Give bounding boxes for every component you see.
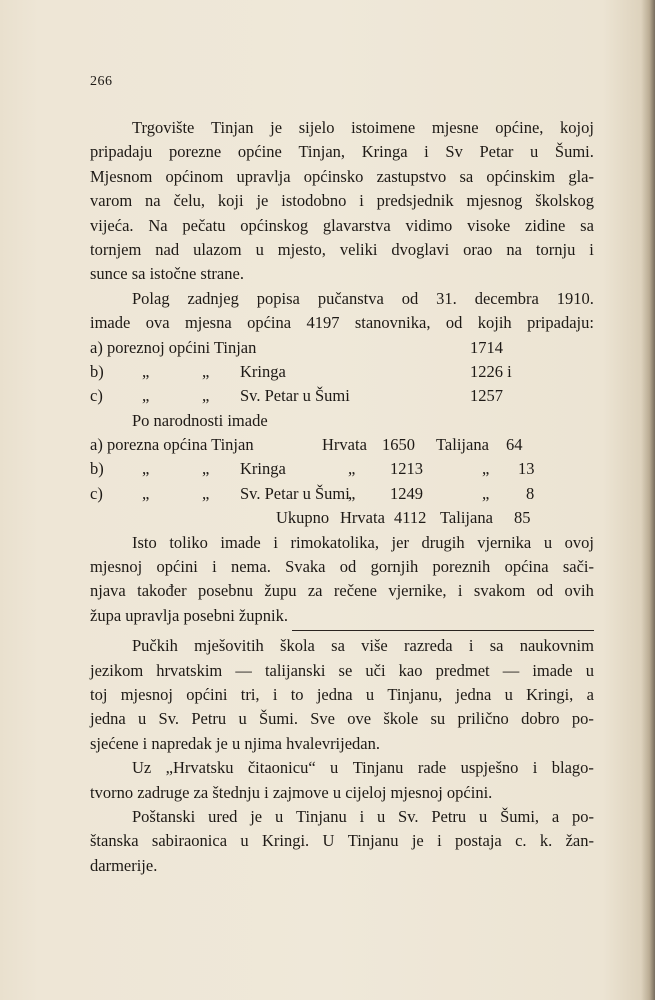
croat-value: 1213	[390, 459, 423, 479]
nationality-row	[90, 457, 594, 481]
text-line: štanska sabiraonica u Kringi. U Tinjanu je i postaja c. k. žan-	[90, 831, 594, 851]
croat-value: 1650	[382, 435, 415, 455]
row-label: b)	[90, 459, 104, 479]
row-value: 1257	[470, 386, 503, 406]
population-row	[90, 336, 594, 360]
ditto-mark: „	[202, 483, 210, 503]
text-line: Isto toliko imade i rimokatolika, jer drugih vjernika u ovoj	[132, 532, 594, 552]
total-row	[90, 506, 594, 530]
paragraph-1	[90, 116, 594, 287]
ditto-mark: „	[202, 361, 210, 381]
text-line: tornjem nad ulazom u mjesto, veliki dvoglavi orao na tornju i	[90, 239, 594, 259]
page-number: 266	[90, 74, 113, 89]
ditto-mark: „	[142, 459, 150, 479]
paragraph-4	[90, 634, 594, 756]
ditto-mark: „	[348, 483, 356, 503]
italian-value: 64	[506, 435, 523, 455]
text-line: Polag zadnjeg popisa pučanstva od 31. decembra 1910.	[132, 288, 594, 308]
text-line: imade ova mjesna općina 4197 stanovnika, od kojih pripadaju:	[90, 313, 594, 333]
nationality-row	[90, 482, 594, 506]
paragraph-6	[90, 805, 594, 878]
ditto-mark: „	[202, 459, 210, 479]
row-name: Kringa	[240, 459, 286, 479]
row-name: Kringa	[240, 361, 286, 381]
text-line: darmerije.	[90, 855, 158, 875]
paragraph-3	[90, 531, 594, 629]
ditto-mark: „	[348, 459, 356, 479]
ditto-mark: „	[482, 483, 490, 503]
sum-rule	[292, 630, 594, 631]
italian-total: 85	[514, 508, 531, 528]
population-row	[90, 384, 594, 408]
croat-label: Hrvata	[322, 435, 367, 455]
text-line: tvorno zadruge za štednju i zajmove u cijeloj mjesnoj općini.	[90, 782, 493, 802]
nationality-heading	[132, 409, 594, 433]
italian-label: Talijana	[440, 508, 493, 528]
book-spine-shadow	[641, 0, 655, 1000]
row-label: b)	[90, 361, 104, 381]
text-line: župa upravlja posebni župnik.	[90, 605, 288, 625]
italian-value: 8	[526, 483, 535, 503]
ditto-mark: „	[142, 386, 150, 406]
ditto-mark: „	[202, 386, 210, 406]
ditto-mark: „	[142, 361, 150, 381]
text-line: Poštanski ured je u Tinjanu i u Sv. Petru u Šumi, a po-	[132, 806, 594, 826]
row-label: a) porezna općina Tinjan	[90, 435, 254, 455]
population-table	[90, 336, 594, 409]
croat-value: 1249	[390, 483, 423, 503]
paragraph-2	[90, 287, 594, 336]
text-line: sunce sa istočne strane.	[90, 264, 244, 284]
nationality-table	[90, 433, 594, 531]
croat-label: Hrvata	[340, 508, 385, 528]
ditto-mark: „	[142, 483, 150, 503]
text-line: vijeća. Na pečatu općinskog glavarstva vidimo visoke zidine sa	[90, 215, 594, 235]
page-text	[90, 116, 594, 878]
text-line: varom na čelu, koji je istodobno i predsjednik mjesnog školskog	[90, 191, 594, 211]
text-line: toj mjesnoj općini tri, i to jedna u Tinjanu, jedna u Kringi, a	[90, 684, 594, 704]
text-line: Trgovište Tinjan je sijelo istoimene mjesne općine, kojoj	[132, 118, 594, 137]
italian-value: 13	[518, 459, 535, 479]
row-value: 1226 i	[470, 361, 512, 381]
row-name: Sv. Petar u Šumi	[240, 483, 350, 503]
row-label: c)	[90, 386, 103, 406]
text-line: sjećene i napredak je u njima hvalevrijedan.	[90, 733, 380, 753]
paragraph-5	[90, 756, 594, 805]
row-label: c)	[90, 483, 103, 503]
total-label: Ukupno	[276, 508, 330, 528]
text-line: jedna u Sv. Petru u Šumi. Sve ove škole su prilično dobro po-	[90, 709, 594, 729]
text-line: Mjesnom općinom upravlja općinsko zastupstvo sa općinskim gla-	[90, 166, 594, 186]
text-line: pripadaju porezne općine Tinjan, Kringa i Sv Petar u Šumi.	[90, 142, 594, 162]
ditto-mark: „	[482, 459, 490, 479]
row-label: a) poreznoj općini Tinjan	[90, 337, 257, 357]
croat-total: 4112	[394, 508, 427, 528]
italian-label: Talijana	[436, 435, 489, 455]
population-row	[90, 360, 594, 384]
text-line: Uz „Hrvatsku čitaonicu“ u Tinjanu rade uspješno i blago-	[132, 758, 594, 778]
nationality-row	[90, 433, 594, 457]
text-line: Pučkih mješovitih škola sa više razreda i sa naukovnim	[132, 636, 594, 656]
row-value: 1714	[470, 337, 503, 357]
text-line: njava također posebnu župu za rečene vjernike, i svakom od ovih	[90, 581, 594, 601]
text-line: jezikom hrvatskim — talijanski se uči kao predmet — imade u	[90, 660, 594, 680]
row-name: Sv. Petar u Šumi	[240, 386, 350, 406]
text-line: mjesnoj općini i nema. Svaka od gornjih poreznih općina sači-	[90, 557, 594, 577]
heading-text: Po narodnosti imade	[132, 410, 268, 430]
